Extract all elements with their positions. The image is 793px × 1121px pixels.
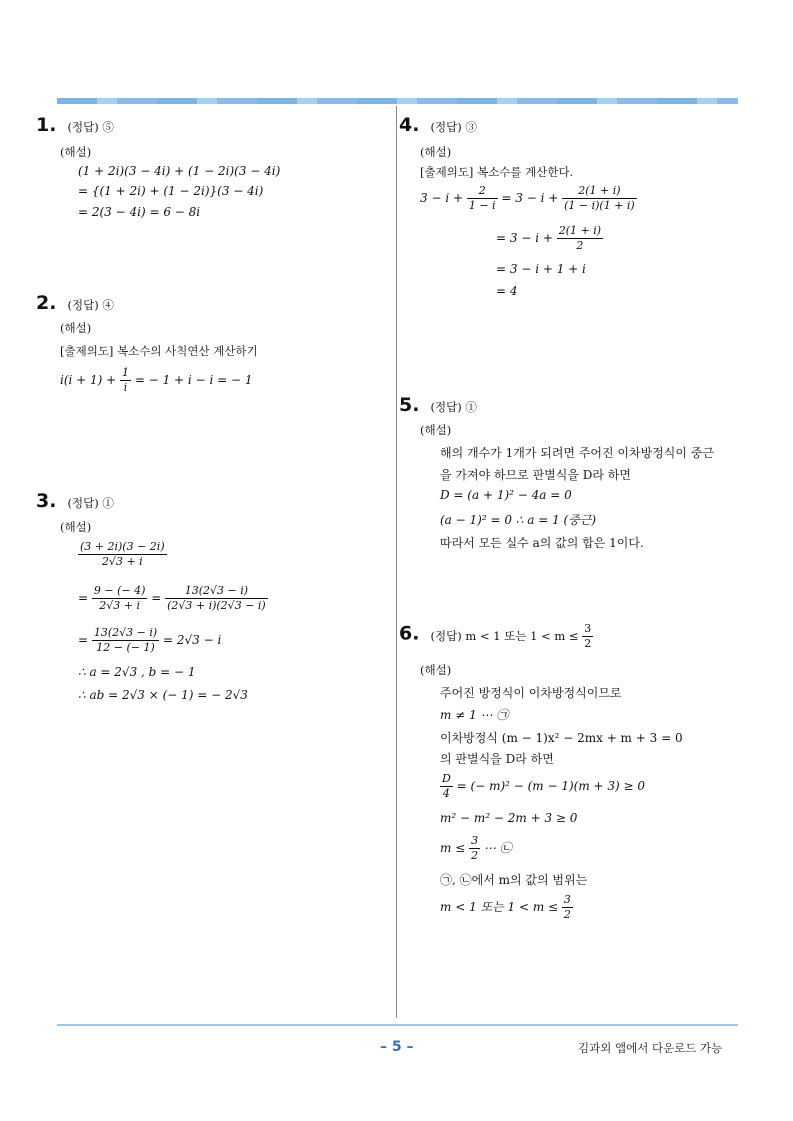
problem-5-header: [399, 394, 477, 416]
solution-label: (해설): [420, 663, 452, 677]
solution-line: = 2(3 − 4i) = 6 − 8i: [78, 205, 201, 219]
solution-label: (해설): [420, 145, 452, 159]
problem-number: 4.: [399, 114, 420, 136]
fraction: $\frac{2}{1 - i}$: [468, 184, 496, 212]
solution-line: [78, 540, 167, 569]
solution-line: 3 − i + $\frac{2}{1 - i}$ = 3 − i + $\frac{2(1 + i)}{(1 - i)(1 + i)}$: [420, 184, 635, 212]
solution-line: m ≠ 1 ⋯ ㉠: [440, 708, 509, 722]
solution-line: $\frac{D}{4}$ = (− m)² − (m − 1)(m + 3) ≥ 0: [442, 772, 646, 800]
solution-line: = $\frac{13(2√3 - i)}{12 - (- 1)}$ = 2√3 − i: [78, 626, 222, 654]
solution-text: 이차방정식 (m − 1)x² − 2mx + m + 3 = 0: [440, 731, 683, 745]
solution-line: D = (a + 1)² − 4a = 0: [440, 488, 572, 502]
fraction: $\frac{13(2√3 - i)}{(2√3 + i)(2√3 - i)}$: [167, 584, 266, 612]
answer: (정답) ④: [67, 298, 114, 312]
page-number: – 5 –: [380, 1039, 414, 1055]
problem-number: 2.: [36, 292, 57, 314]
intent-text: [출제의도] 복소수의 사칙연산 계산하기: [60, 344, 258, 358]
fraction: $\frac{13(2√3 - i)}{12 - (- 1)}$: [93, 626, 158, 654]
solution-text: 의 판별식을 D라 하면: [440, 752, 554, 766]
fraction: $\frac{1}{i}$: [122, 366, 130, 394]
fraction: $\frac{9 - (- 4)}{2√3 + i}$: [93, 584, 146, 612]
solution-line: = {(1 + 2i) + (1 − 2i)}(3 − 4i): [78, 184, 264, 198]
solution-line: m < 1 또는 1 < m ≤ $\frac{3}{2}$: [440, 893, 571, 921]
solution-line: = 3 − i + $\frac{2(1 + i)}{2}$: [496, 224, 602, 252]
solution-text: 따라서 모든 실수 a의 값의 합은 1이다.: [440, 536, 644, 550]
answer: (정답) ①: [67, 496, 114, 510]
solution-text: 주어진 방정식이 이차방정식이므로: [440, 686, 622, 700]
solution-line: = $\frac{9 - (- 4)}{2√3 + i}$ = $\frac{13(2√3 - i)}{(2√3 + i)(2√3 - i)}$: [78, 584, 266, 612]
problem-3-header: [36, 490, 114, 512]
answer: (정답) ①: [430, 400, 477, 414]
solution-label: (해설): [60, 520, 92, 534]
solution-label: (해설): [60, 145, 92, 159]
solution-line: = 4: [496, 284, 518, 298]
fraction: $\frac{2(1 + i)}{2}$: [558, 224, 602, 252]
problem-number: 3.: [36, 490, 57, 512]
fraction: $\frac{3}{2}$: [584, 622, 592, 650]
answer: (정답) ⑤: [67, 120, 114, 134]
solution-label: (해설): [420, 423, 452, 437]
solution-line: ∴ ab = 2√3 × (− 1) = − 2√3: [78, 688, 248, 702]
solution-line: = 3 − i + 1 + i: [496, 262, 586, 276]
solution-line: (a − 1)² = 0 ∴ a = 1 (중근): [440, 513, 597, 527]
footer-note: 김과외 앱에서 다운로드 가능: [578, 1041, 723, 1055]
fraction: $\frac{3}{2}$: [563, 893, 571, 921]
fraction: $\frac{D}{4}$: [442, 772, 451, 800]
solution-line: (1 + 2i)(3 − 4i) + (1 − 2i)(3 − 4i): [78, 164, 281, 178]
fraction: $\frac{(3 + 2i)(3 - 2i)}{2√3 + i}$: [80, 540, 165, 568]
column-divider: [396, 106, 397, 1018]
solution-text: 해의 개수가 1개가 되려면 주어진 이차방정식이 중근: [440, 446, 714, 460]
solution-line: m² − m² − 2m + 3 ≥ 0: [440, 811, 578, 825]
solution-label: (해설): [60, 321, 92, 335]
solution-text: 을 가져야 하므로 판별식을 D라 하면: [440, 468, 631, 482]
fraction: $\frac{2(1 + i)}{(1 - i)(1 + i)}$: [564, 184, 635, 212]
solution-line: ∴ a = 2√3 , b = − 1: [78, 665, 196, 679]
footer-line: [57, 1024, 738, 1026]
problem-2-header: [36, 292, 114, 314]
problem-6-header: [399, 622, 593, 651]
intent-text: [출제의도] 복소수를 계산한다.: [420, 165, 574, 179]
solution-line: m ≤ $\frac{3}{2}$ ⋯ ㉡: [440, 834, 512, 862]
header-decoration-bar: [57, 98, 738, 104]
answer: (정답) m < 1 또는 1 < m ≤ $\frac{3}{2}$: [430, 622, 592, 650]
problem-number: 6.: [399, 622, 420, 645]
problem-4-header: [399, 114, 477, 136]
fraction: $\frac{3}{2}$: [471, 834, 479, 862]
answer: (정답) ③: [430, 120, 477, 134]
solution-text: ㉠, ㉡에서 m의 값의 범위는: [440, 873, 588, 887]
problem-number: 5.: [399, 394, 420, 416]
problem-number: 1.: [36, 114, 57, 136]
problem-1-header: [36, 114, 114, 136]
solution-equation: i(i + 1) + $\frac{1}{i}$ = − 1 + i − i = − 1: [60, 366, 253, 394]
